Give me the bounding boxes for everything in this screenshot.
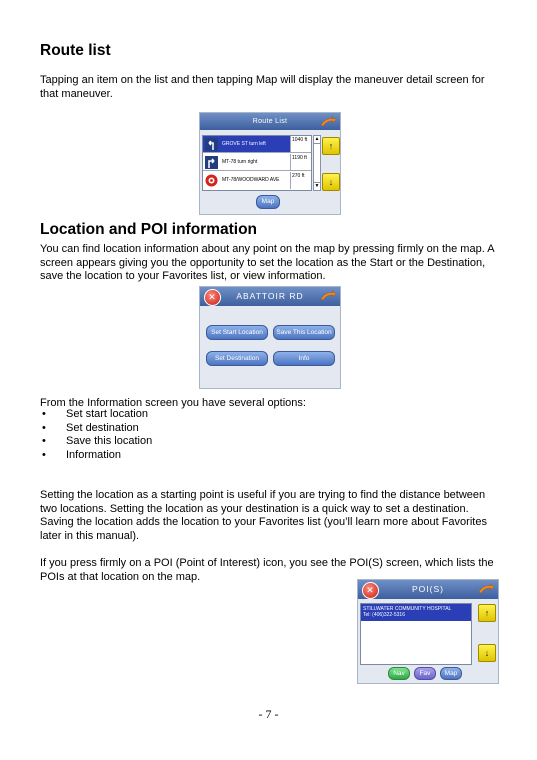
route-row-distance: 1040 ft bbox=[290, 136, 311, 152]
close-icon[interactable]: ✕ bbox=[204, 289, 221, 306]
turn-right-icon bbox=[205, 156, 218, 169]
route-list-screen bbox=[199, 112, 341, 215]
scroll-down-button[interactable]: ↓ bbox=[478, 644, 496, 662]
route-list-title: Route List bbox=[252, 118, 288, 125]
location-poi-paragraph: You can find location information about any point on the map by pressing firmly on the map. A screen appears giving you the opportunity to set the location as the Start or the Destination, save the location to your Favorites list, or view information. bbox=[40, 243, 494, 282]
back-arrow-icon[interactable] bbox=[320, 290, 336, 301]
scroll-up-small-icon[interactable]: ▲ bbox=[314, 136, 320, 142]
location-title: ABATTOIR RD bbox=[236, 291, 304, 301]
nav-button[interactable]: Nav bbox=[388, 667, 410, 680]
back-arrow-icon[interactable] bbox=[478, 583, 494, 594]
heading-route-list: Route list bbox=[40, 42, 111, 59]
set-start-location-button[interactable]: Set Start Location bbox=[206, 325, 268, 340]
list-item: • Information bbox=[40, 449, 500, 463]
page-number: - 7 - bbox=[258, 707, 279, 721]
route-row[interactable] bbox=[203, 154, 311, 171]
fav-button[interactable]: Fav bbox=[414, 667, 436, 680]
poi-paragraph: If you press firmly on a POI (Point of Interest) icon, you see the POI(S) screen, which lists the POIs at that location on the map. bbox=[40, 557, 494, 583]
list-item: • Set start location bbox=[40, 408, 500, 422]
list-item[interactable] bbox=[361, 604, 471, 621]
poi-entry-phone: Tel: (406)322-5316 bbox=[363, 612, 405, 618]
route-row-text: MT-78/WOODWARD AVE bbox=[222, 177, 280, 183]
heading-location-poi: Location and POI information bbox=[40, 221, 257, 238]
route-row-distance: 270 ft bbox=[290, 172, 311, 189]
destination-target-icon bbox=[205, 174, 218, 187]
location-titlebar bbox=[200, 287, 340, 306]
list-item: • Set destination bbox=[40, 422, 500, 436]
save-this-location-button[interactable]: Save This Location bbox=[273, 325, 335, 340]
info-button[interactable]: Info bbox=[273, 351, 335, 366]
poi-screen bbox=[357, 579, 499, 684]
route-row-text: MT-78 turn right bbox=[222, 159, 258, 165]
map-button[interactable]: Map bbox=[440, 667, 462, 680]
scroll-up-button[interactable]: ↑ bbox=[478, 604, 496, 622]
route-row[interactable] bbox=[203, 172, 311, 189]
poi-titlebar bbox=[358, 580, 498, 599]
route-list-titlebar bbox=[200, 113, 340, 130]
scroll-up-button[interactable]: ↑ bbox=[322, 137, 340, 155]
poi-title: POI(S) bbox=[412, 584, 444, 594]
poi-entry-name: STILLWATER COMMUNITY HOSPITAL bbox=[363, 606, 452, 612]
route-row-text: GROVE ST turn left bbox=[222, 141, 266, 147]
location-screen bbox=[199, 286, 341, 389]
scroll-down-button[interactable]: ↓ bbox=[322, 173, 340, 191]
back-arrow-icon[interactable] bbox=[320, 116, 336, 127]
set-destination-button[interactable]: Set Destination bbox=[206, 351, 268, 366]
route-row[interactable] bbox=[203, 136, 311, 153]
setting-location-paragraph: Setting the location as a starting point is useful if you are trying to find the distance between two locations. Setting the location as your destination is a quick way to set a destination. Saving the location adds the location to your Favorites list (you’ll learn more about Favorites later in this manual). bbox=[40, 489, 487, 542]
options-list bbox=[40, 408, 500, 462]
scroll-down-small-icon[interactable]: ▼ bbox=[314, 183, 320, 189]
route-scrollbar[interactable] bbox=[313, 135, 321, 191]
list-item: • Save this location bbox=[40, 435, 500, 449]
route-list-paragraph: Tapping an item on the list and then tapping Map will display the maneuver detail screen for that maneuver. bbox=[40, 74, 485, 100]
close-icon[interactable]: ✕ bbox=[362, 582, 379, 599]
poi-list bbox=[360, 603, 472, 665]
map-button[interactable]: Map bbox=[256, 195, 280, 209]
options-intro: From the Information screen you have several options: bbox=[40, 397, 306, 409]
route-list bbox=[202, 135, 312, 191]
route-row-distance: 1190 ft bbox=[290, 154, 311, 170]
turn-left-icon bbox=[205, 138, 218, 151]
